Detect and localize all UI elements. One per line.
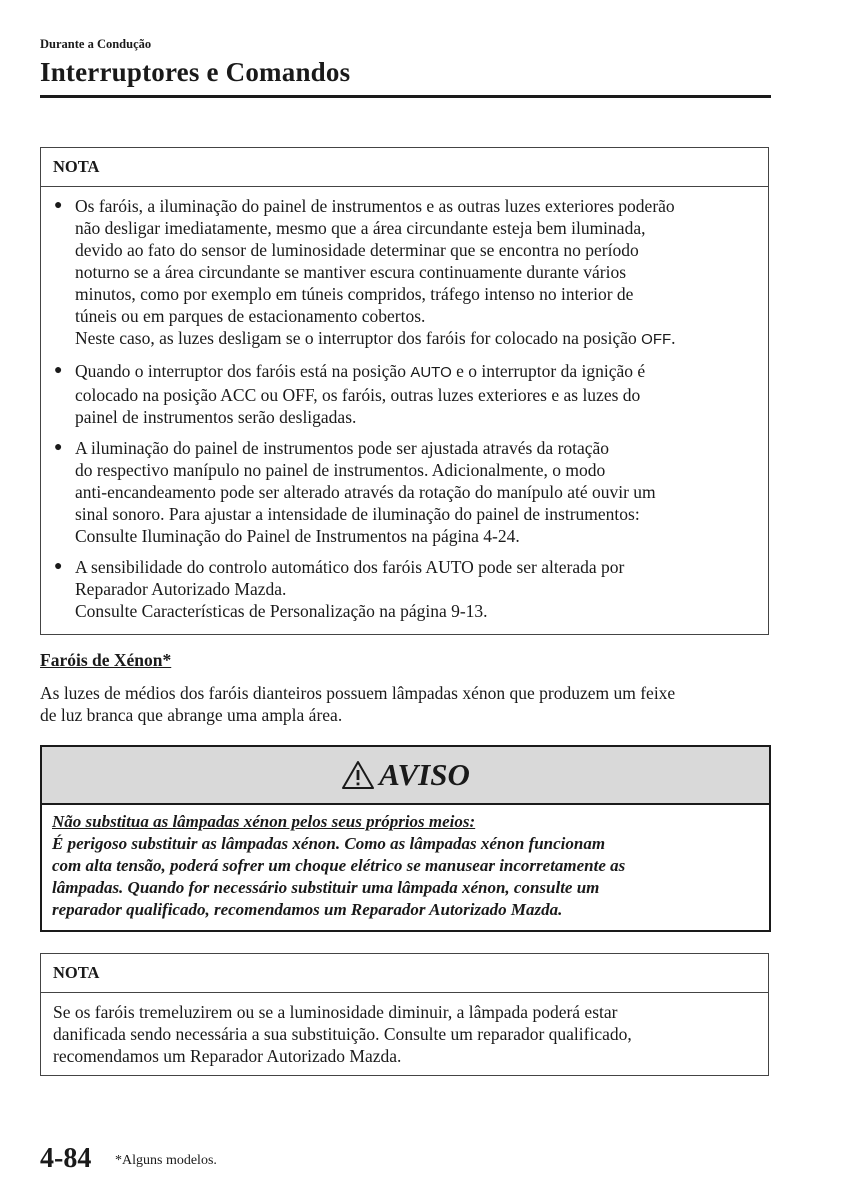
- text-line: colocado na posição ACC ou OFF, os faróis, outras luzes exteriores e as luzes do: [75, 385, 641, 405]
- title-divider: [40, 95, 771, 98]
- text-line: Consulte Iluminação do Painel de Instrumentos na página 4-24.: [75, 526, 520, 546]
- note-box: [40, 953, 769, 1076]
- text-line: [75, 360, 756, 384]
- page-title: Interruptores e Comandos: [40, 57, 351, 87]
- text-line: Consulte Características de Personalização na página 9-13.: [75, 601, 488, 621]
- note-body: [41, 993, 768, 1077]
- text-line: É perigoso substituir as lâmpadas xénon. Como as lâmpadas xénon funcionam: [52, 834, 606, 853]
- text-fragment: .: [671, 328, 676, 348]
- note-box: [40, 147, 769, 635]
- note-bullet-list: [41, 187, 768, 628]
- text-line: danificada sendo necessária a sua substituição. Consulte um reparador qualificado,: [53, 1024, 632, 1044]
- note-bullet-item: [53, 360, 756, 428]
- text-line: devido ao fato do sensor de luminosidade determinar que se encontra no período: [75, 240, 639, 260]
- xenon-paragraph: [40, 682, 780, 726]
- page-number: 4-84: [40, 1143, 92, 1174]
- xenon-heading: Faróis de Xénon*: [40, 650, 172, 670]
- text-line: A iluminação do painel de instrumentos pode ser ajustada através da rotação: [75, 438, 610, 458]
- text-line: Reparador Autorizado Mazda.: [75, 579, 287, 599]
- text-line: anti-encandeamento pode ser alterado através da rotação do manípulo até ouvir um: [75, 482, 656, 502]
- bullet-icon: ●: [54, 198, 63, 213]
- text-line: sinal sonoro. Para ajustar a intensidade de iluminação do painel de instrumentos:: [75, 504, 640, 524]
- bullet-icon: ●: [54, 363, 63, 378]
- switch-position-off: OFF: [641, 331, 672, 348]
- text-line: recomendamos um Reparador Autorizado Mazda.: [53, 1046, 402, 1066]
- bullet-icon: ●: [54, 559, 63, 574]
- note-label: NOTA: [41, 148, 768, 187]
- text-line: Os faróis, a iluminação do painel de instrumentos e as outras luzes exteriores poderão: [75, 196, 675, 216]
- warning-box: [40, 745, 771, 932]
- section-label: Durante a Condução: [40, 37, 152, 51]
- warning-header: [42, 747, 769, 805]
- warning-triangle-icon: [341, 760, 375, 790]
- warning-heading: Não substitua as lâmpadas xénon pelos seus próprios meios:: [52, 812, 476, 831]
- text-fragment: e o interruptor da ignição é: [451, 361, 646, 381]
- note-label: NOTA: [41, 954, 768, 993]
- text-line: não desligar imediatamente, mesmo que a área circundante esteja bem iluminada,: [75, 218, 646, 238]
- text-fragment: Quando o interruptor dos faróis está na posição: [75, 361, 411, 381]
- text-line: minutos, como por exemplo em túneis compridos, tráfego intenso no interior de: [75, 284, 634, 304]
- text-line: noturno se a área circundante se mantiver escura continuamente durante vários: [75, 262, 627, 282]
- footnote: *Alguns modelos.: [115, 1153, 217, 1168]
- text-line: túneis ou em parques de estacionamento cobertos.: [75, 306, 426, 326]
- text-line: [75, 327, 756, 351]
- switch-position-auto: AUTO: [410, 364, 452, 381]
- warning-body: [42, 805, 769, 921]
- text-line: de luz branca que abrange uma ampla área.: [40, 705, 343, 725]
- text-line: A sensibilidade do controlo automático dos faróis AUTO pode ser alterada por: [75, 557, 625, 577]
- text-line: reparador qualificado, recomendamos um Reparador Autorizado Mazda.: [52, 900, 563, 919]
- bullet-icon: ●: [54, 440, 63, 455]
- warning-title: AVISO: [379, 757, 470, 792]
- text-line: As luzes de médios dos faróis dianteiros possuem lâmpadas xénon que produzem um feixe: [40, 683, 676, 703]
- note-bullet-item: [53, 195, 756, 351]
- text-line: Se os faróis tremeluzirem ou se a luminosidade diminuir, a lâmpada poderá estar: [53, 1002, 618, 1022]
- text-line: lâmpadas. Quando for necessário substituir uma lâmpada xénon, consulte um: [52, 878, 600, 897]
- text-line: com alta tensão, poderá sofrer um choque elétrico se manusear incorretamente as: [52, 856, 626, 875]
- text-line: painel de instrumentos serão desligadas.: [75, 407, 357, 427]
- note-bullet-item: [53, 556, 756, 622]
- note-bullet-item: [53, 437, 756, 547]
- text-fragment: Neste caso, as luzes desligam se o interruptor dos faróis for colocado na posição: [75, 328, 642, 348]
- text-line: do respectivo manípulo no painel de instrumentos. Adicionalmente, o modo: [75, 460, 606, 480]
